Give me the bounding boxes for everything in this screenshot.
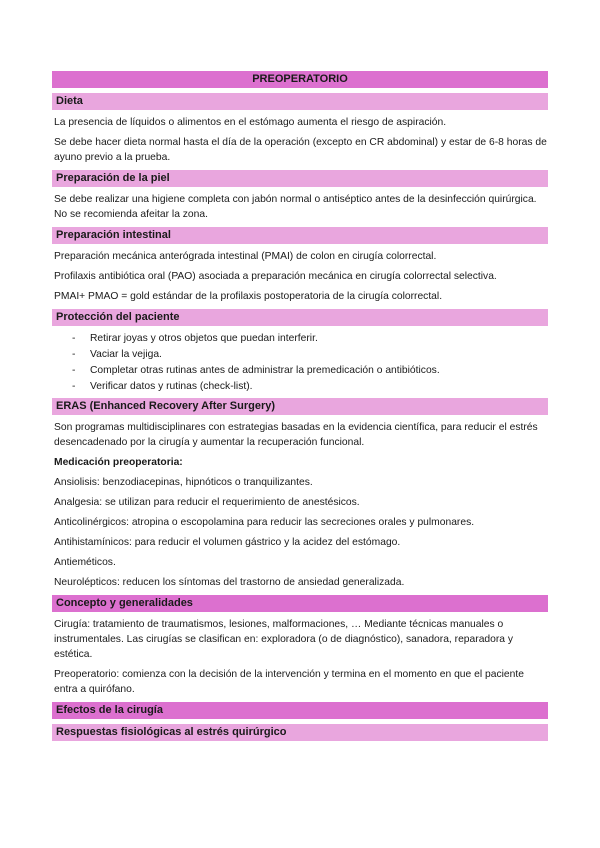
paragraph: PMAI+ PMAO = gold estándar de la profilaxis postoperatoria de la cirugía colorrectal.: [54, 291, 443, 302]
subheading-medicacion: Medicación preoperatoria:: [54, 457, 183, 468]
list-item: - Verificar datos y rutinas (check-list).: [52, 379, 548, 394]
paragraph: La presencia de líquidos o alimentos en el estómago aumenta el riesgo de aspiración.: [54, 117, 447, 128]
paragraph: Son programas multidisciplinares con estrategias basadas en la evidencia científica, para reducir el estrés desencadenado por la cirugía y aumentar la recuperación funcional.: [54, 422, 538, 448]
paragraph: Se debe realizar una higiene completa con jabón normal o antiséptico antes de la desinfección quirúrgica. No se recomienda afeitar la zona.: [54, 194, 537, 220]
paragraph: Preoperatorio: comienza con la decisión de la intervención y termina en el momento en que el paciente entra a quirófano.: [54, 669, 524, 695]
section-heading-eras: ERAS (Enhanced Recovery After Surgery): [52, 398, 548, 415]
section-heading-piel: Preparación de la piel: [52, 170, 548, 187]
list-item: - Completar otras rutinas antes de administrar la premedicación o antibióticos.: [52, 363, 548, 378]
paragraph: Se debe hacer dieta normal hasta el día de la operación (excepto en CR abdominal) y estar de 6-8 horas de ayuno previo a la prueba.: [54, 137, 547, 163]
paragraph: Cirugía: tratamiento de traumatismos, lesiones, malformaciones, … Mediante técnicas manuales o instrumentales. Las cirugías se clasifican en: exploradora (o de diagnóstico), sanadora, reparadora y estética.: [54, 619, 514, 660]
paragraph: Profilaxis antibiótica oral (PAO) asociada a preparación mecánica en cirugía colorrectal selectiva.: [54, 271, 497, 282]
paragraph: Neurolépticos: reducen los síntomas del trastorno de ansiedad generalizada.: [54, 577, 405, 588]
section-heading-proteccion: Protección del paciente: [52, 309, 548, 326]
paragraph: Anticolinérgicos: atropina o escopolamina para reducir las secreciones orales y pulmonares.: [54, 517, 475, 528]
paragraph: Analgesia: se utilizan para reducir el requerimiento de anestésicos.: [54, 497, 360, 508]
document-page: [52, 71, 548, 746]
paragraph: Antieméticos.: [54, 557, 116, 568]
page-title: PREOPERATORIO: [52, 71, 548, 88]
section-heading-concepto: Concepto y generalidades: [52, 595, 548, 612]
section-heading-dieta: Dieta: [52, 93, 548, 110]
protection-list: [52, 331, 548, 394]
section-heading-intestinal: Preparación intestinal: [52, 227, 548, 244]
section-heading-efectos: Efectos de la cirugía: [52, 702, 548, 719]
paragraph: Preparación mecánica anterógrada intestinal (PMAI) de colon en cirugía colorrectal.: [54, 251, 437, 262]
paragraph: Antihistamínicos: para reducir el volumen gástrico y la acidez del estómago.: [54, 537, 401, 548]
section-subheading-respuestas: Respuestas fisiológicas al estrés quirúrgico: [52, 724, 548, 741]
list-item: - Retirar joyas y otros objetos que puedan interferir.: [52, 331, 548, 346]
paragraph: Ansiolisis: benzodiacepinas, hipnóticos o tranquilizantes.: [54, 477, 313, 488]
list-item: - Vaciar la vejiga.: [52, 347, 548, 362]
